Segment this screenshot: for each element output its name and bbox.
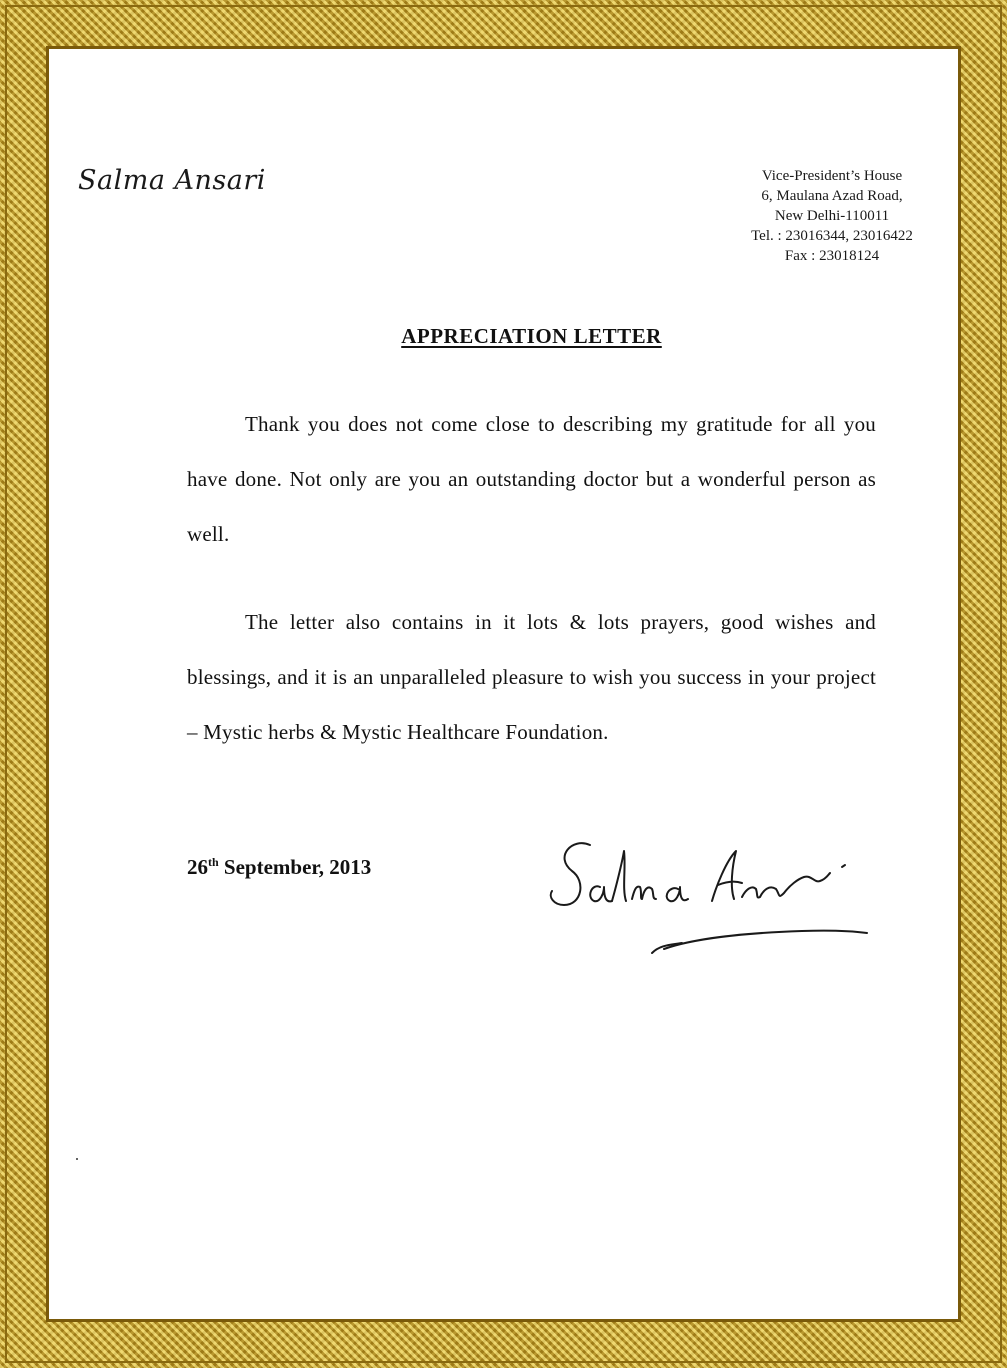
date-rest: September, 2013	[218, 855, 372, 879]
letter-paragraph: The letter also contains in it lots & lots prayers, good wishes and blessings, and it is an unparalleled pleasure to wish you success in your project – Mystic herbs & Mystic Healthcare Foundation.	[187, 610, 876, 744]
letterhead-name: Salma Ansari	[78, 165, 266, 196]
letter-title: APPRECIATION LETTER	[401, 324, 662, 348]
address-line: Vice-President’s House	[761, 168, 903, 184]
letterhead-address	[712, 166, 952, 266]
address-line: Tel. : 23016344, 23016422	[751, 228, 913, 244]
letter-date	[187, 855, 371, 880]
speck	[76, 1158, 78, 1160]
address-line: New Delhi-110011	[774, 208, 890, 224]
date-day: 26	[187, 855, 208, 879]
address-line: Fax : 23018124	[784, 248, 880, 264]
letter-page	[52, 52, 955, 1314]
handwritten-signature	[542, 827, 872, 957]
date-suffix: th	[208, 855, 219, 869]
address-line: 6, Maulana Azad Road,	[761, 188, 903, 204]
letter-paragraph: Thank you does not come close to describing my gratitude for all you have done. Not only are you an outstanding doctor but a wonderful person as well.	[187, 412, 876, 546]
